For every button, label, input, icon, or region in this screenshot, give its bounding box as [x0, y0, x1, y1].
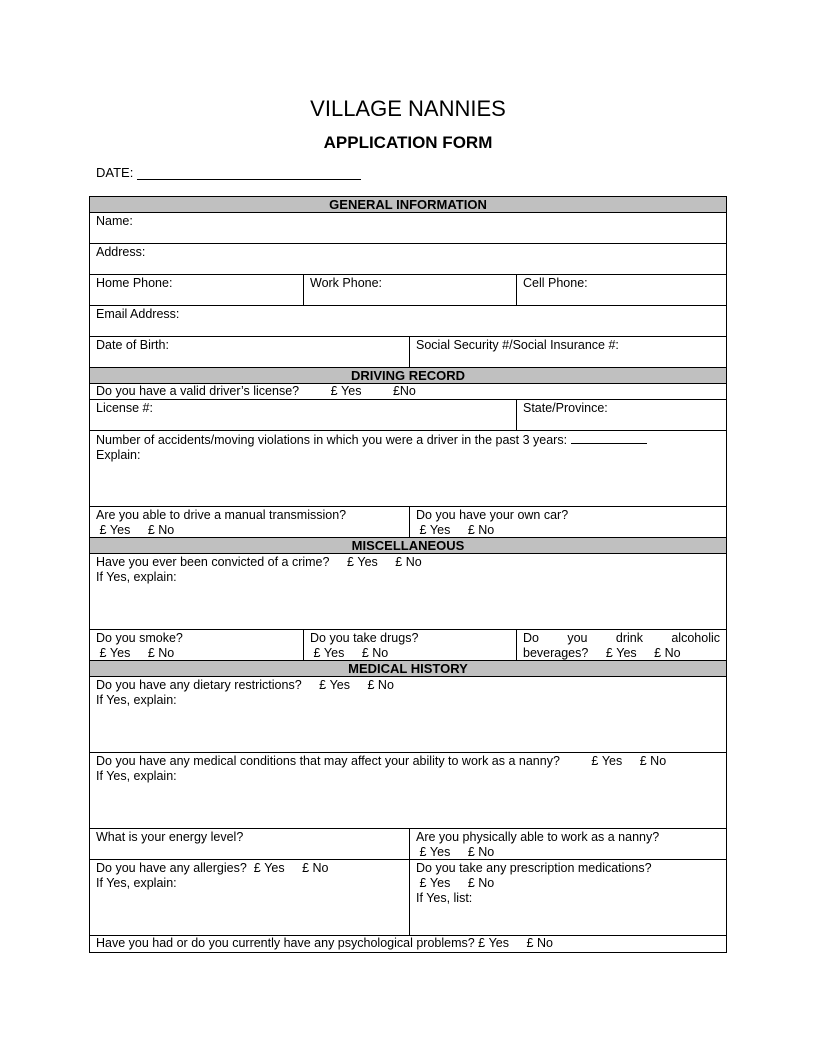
own-car-no-option[interactable]: £ No: [467, 523, 495, 537]
prescription-yes-option[interactable]: £ Yes: [419, 876, 451, 890]
checkbox-icon: £: [99, 646, 107, 660]
drugs-field: [303, 630, 516, 660]
psych-no-option[interactable]: £ No: [526, 936, 553, 950]
checkbox-icon: £: [419, 876, 427, 890]
smoke-yes-option[interactable]: £ Yes: [99, 646, 131, 660]
dob-field[interactable]: [90, 337, 409, 367]
home-phone-label: Home Phone:: [96, 276, 173, 290]
allergies-field[interactable]: [90, 860, 409, 935]
manual-transmission-field: [90, 507, 409, 537]
drugs-question: Do you take drugs?: [310, 631, 419, 645]
work-phone-field[interactable]: [303, 275, 516, 305]
energy-question: What is your energy level?: [96, 830, 244, 844]
form-subtitle: APPLICATION FORM: [323, 133, 493, 152]
license-no-option[interactable]: £No: [392, 384, 416, 398]
prescription-no-option[interactable]: £ No: [467, 876, 495, 890]
allergies-prescription-row: [90, 860, 726, 936]
license-yes-option[interactable]: £ Yes: [330, 384, 362, 398]
name-row: [90, 213, 726, 244]
drugs-no-option[interactable]: £ No: [361, 646, 389, 660]
checkbox-icon: £: [330, 384, 338, 398]
license-question: Do you have a valid driver’s license?: [96, 384, 300, 398]
section-header-misc: MISCELLANEOUS: [90, 538, 726, 554]
diet-row: [90, 677, 726, 753]
checkbox-icon: £: [346, 555, 354, 569]
ssn-label: Social Security #/Social Insurance #:: [416, 338, 619, 352]
checkbox-icon: £: [467, 876, 475, 890]
checkbox-icon: £: [419, 845, 427, 859]
allergies-explain-label: If Yes, explain:: [96, 876, 177, 890]
drink-yes-option[interactable]: £ Yes: [605, 646, 637, 660]
psych-yes-option[interactable]: £ Yes: [478, 936, 510, 950]
license-question-row: [90, 384, 726, 400]
accidents-field[interactable]: [90, 431, 726, 506]
prescription-field[interactable]: [409, 860, 726, 935]
checkbox-icon: £: [654, 646, 662, 660]
address-label: Address:: [96, 245, 146, 259]
email-field[interactable]: [90, 306, 726, 336]
conditions-question: Do you have any medical conditions that may affect your ability to work as a nanny?: [96, 754, 560, 768]
form-title: VILLAGE NANNIES: [310, 96, 506, 121]
checkbox-icon: £: [395, 555, 403, 569]
address-row: [90, 244, 726, 275]
drugs-yes-option[interactable]: £ Yes: [313, 646, 345, 660]
manual-yes-option[interactable]: £ Yes: [99, 523, 131, 537]
checkbox-icon: £: [419, 523, 427, 537]
checkbox-icon: £: [367, 678, 375, 692]
section-header-general: GENERAL INFORMATION: [90, 197, 726, 213]
checkbox-icon: £: [467, 845, 475, 859]
psych-row: [90, 936, 726, 952]
checkbox-icon: £: [605, 646, 613, 660]
habits-row: [90, 630, 726, 661]
crime-yes-option[interactable]: £ Yes: [346, 555, 378, 569]
smoke-no-option[interactable]: £ No: [147, 646, 175, 660]
email-label: Email Address:: [96, 307, 180, 321]
checkbox-icon: £: [302, 861, 310, 875]
smoke-field: [90, 630, 303, 660]
license-number-row: [90, 400, 726, 431]
diet-field[interactable]: [90, 677, 726, 752]
drink-question: Do you drink alcoholic: [523, 631, 720, 645]
allergies-question: Do you have any allergies?: [96, 861, 247, 875]
home-phone-field[interactable]: [90, 275, 303, 305]
date-label: DATE:: [96, 165, 134, 180]
accidents-row: [90, 431, 726, 507]
ssn-field[interactable]: [409, 337, 726, 367]
license-number-label: License #:: [96, 401, 153, 415]
crime-row: [90, 554, 726, 630]
physical-field: [409, 829, 726, 859]
psych-question: Have you had or do you currently have any psychological problems?: [96, 936, 475, 950]
diet-explain-label: If Yes, explain:: [96, 693, 177, 707]
dob-row: [90, 337, 726, 368]
accidents-count-blank[interactable]: [571, 432, 647, 444]
physical-question: Are you physically able to work as a nanny?: [416, 830, 660, 844]
phone-row: [90, 275, 726, 306]
diet-no-option[interactable]: £ No: [367, 678, 394, 692]
energy-physical-row: [90, 829, 726, 860]
checkbox-icon: £: [147, 523, 155, 537]
accidents-explain-label: Explain:: [96, 448, 141, 462]
application-form: [89, 196, 727, 953]
physical-yes-option[interactable]: £ Yes: [419, 845, 451, 859]
email-row: [90, 306, 726, 337]
manual-transmission-question: Are you able to drive a manual transmission?: [96, 508, 347, 522]
crime-field[interactable]: [90, 554, 726, 629]
checkbox-icon: £: [313, 646, 321, 660]
checkbox-icon: £: [639, 754, 647, 768]
own-car-question: Do you have your own car?: [416, 508, 569, 522]
crime-no-option[interactable]: £ No: [395, 555, 422, 569]
drink-field: [516, 630, 726, 660]
cell-phone-field[interactable]: [516, 275, 726, 305]
license-number-field[interactable]: [90, 400, 516, 430]
work-phone-label: Work Phone:: [310, 276, 383, 290]
physical-no-option[interactable]: £ No: [467, 845, 495, 859]
conditions-yes-option[interactable]: £ Yes: [591, 754, 623, 768]
checkbox-icon: £: [147, 646, 155, 660]
checkbox-icon: £: [253, 861, 261, 875]
cell-phone-label: Cell Phone:: [523, 276, 588, 290]
own-car-yes-option[interactable]: £ Yes: [419, 523, 451, 537]
checkbox-icon: £: [467, 523, 475, 537]
checkbox-icon: £: [361, 646, 369, 660]
smoke-question: Do you smoke?: [96, 631, 183, 645]
prescription-list-label: If Yes, list:: [416, 891, 473, 905]
section-header-medical: MEDICAL HISTORY: [90, 661, 726, 677]
allergies-no-option[interactable]: £ No: [302, 861, 329, 875]
drink-no-option[interactable]: £ No: [654, 646, 681, 660]
conditions-row: [90, 753, 726, 829]
manual-car-row: [90, 507, 726, 538]
psych-field: [90, 936, 726, 952]
checkbox-icon: £: [591, 754, 599, 768]
checkbox-icon: £: [526, 936, 534, 950]
date-field[interactable]: [137, 167, 361, 180]
energy-field[interactable]: [90, 829, 409, 859]
checkbox-icon: £: [319, 678, 327, 692]
manual-no-option[interactable]: £ No: [147, 523, 175, 537]
checkbox-icon: £: [478, 936, 486, 950]
allergies-yes-option[interactable]: £ Yes: [253, 861, 285, 875]
name-field[interactable]: [90, 213, 726, 243]
diet-yes-option[interactable]: £ Yes: [319, 678, 350, 692]
prescription-question: Do you take any prescription medications?: [416, 861, 652, 875]
section-header-driving: DRIVING RECORD: [90, 368, 726, 384]
own-car-field: [409, 507, 726, 537]
checkbox-icon: £: [99, 523, 107, 537]
dob-label: Date of Birth:: [96, 338, 169, 352]
state-field[interactable]: [516, 400, 726, 430]
conditions-explain-label: If Yes, explain:: [96, 769, 177, 783]
conditions-no-option[interactable]: £ No: [639, 754, 667, 768]
accidents-question: Number of accidents/moving violations in which you were a driver in the past 3 years:: [96, 433, 568, 447]
checkbox-icon: £: [392, 384, 400, 398]
conditions-field[interactable]: [90, 753, 726, 828]
state-label: State/Province:: [523, 401, 608, 415]
drink-question-end: beverages?: [523, 646, 589, 660]
crime-question: Have you ever been convicted of a crime?: [96, 555, 330, 569]
crime-explain-label: If Yes, explain:: [96, 570, 177, 584]
diet-question: Do you have any dietary restrictions?: [96, 678, 302, 692]
address-field[interactable]: [90, 244, 726, 274]
name-label: Name:: [96, 214, 133, 228]
date-row: [96, 165, 361, 180]
